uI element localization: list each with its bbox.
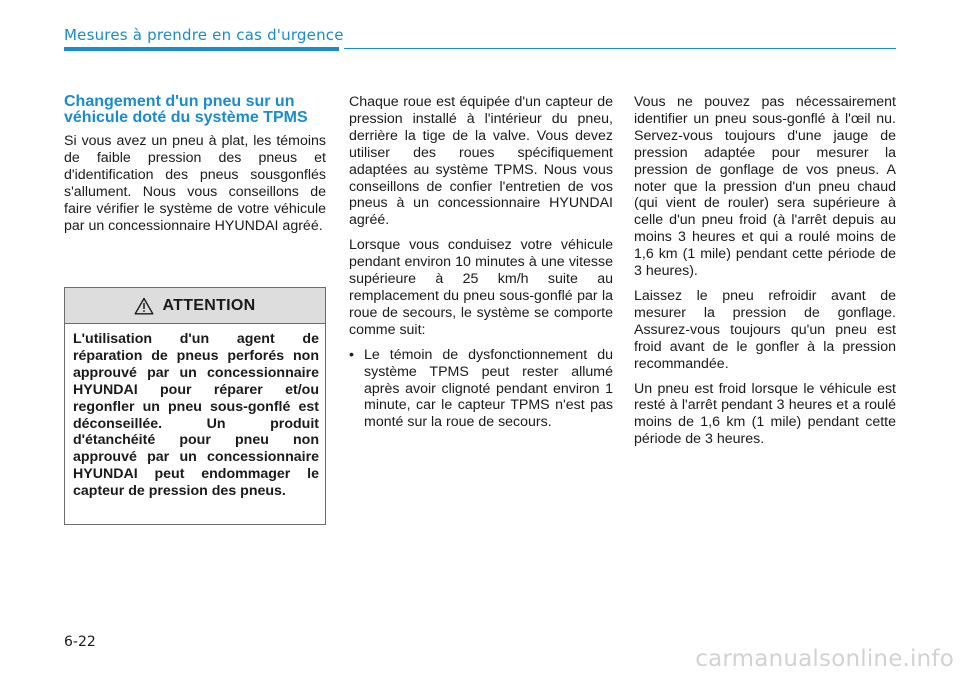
column-2 — [349, 94, 613, 431]
bullet-mark: • — [349, 346, 354, 363]
attention-header — [65, 288, 325, 324]
header-title: Mesures à prendre en cas d'urgence — [64, 26, 344, 44]
header-rule-thick — [64, 47, 339, 51]
column-3-paragraph-2: Laissez le pneu refroidir avant de mesurer la pression de gonflage. Assurez-vous toujours qu'un pneu est froid avant de le gonfler à la pression recommandée. — [634, 287, 896, 372]
column-2-paragraph-2: Lorsque vous conduisez votre véhicule pendant environ 10 minutes à une vitesse supérieure à 25 km/h suite au remplacement du pneu sous-gonflé par la roue de secours, le système se comporte comme suit: — [349, 237, 613, 338]
column-3-paragraph-3: Un pneu est froid lorsque le véhicule est resté à l'arrêt pendant 3 heures et a roulé moins de 1,6 km (1 mile) pendant cette période de 3 heures. — [634, 380, 896, 448]
attention-title: ATTENTION — [162, 296, 256, 314]
column-3 — [634, 94, 896, 456]
bullet-text: Le témoin de dysfonctionnement du système TPMS peut rester allumé après avoir clignoté pendant environ 1 minute, car le capteur TPMS n'est pas monté sur la roue de secours. — [364, 346, 613, 431]
section-paragraph: Si vous avez un pneu à plat, les témoins de faible pression des pneus et d'identification des pneus sousgonflés s'allument. Nous vous conseillons de faire vérifier le système de votre véhicule par un concessionnaire HYUNDAI agréé. — [64, 133, 326, 234]
column-2-paragraph-1: Chaque roue est équipée d'un capteur de pression installé à l'intérieur du pneu, derrière la tige de la valve. Vous devez utiliser des roues spécifiquement adaptées au système TPMS. Nous vous conseillons de confier l'entretien de vos pneus à un concessionnaire HYUNDAI agréé. — [349, 94, 613, 229]
attention-box — [64, 287, 326, 525]
list-item — [349, 347, 613, 432]
column-3-paragraph-1: Vous ne pouvez pas nécessairement identifier un pneu sous-gonflé à l'œil nu. Servez-vous toujours d'une jauge de pression adaptée pour mesurer la pression de gonflage de vos pneus. A noter que la pression d'un pneu chaud (qui vient de rouler) sera supérieure à celle d'un pneu froid (à l'arrêt depuis au moins 3 heures et qui a roulé moins de 1,6 km (1 mile) pendant cette période de 3 heures). — [634, 94, 896, 280]
warning-triangle-icon — [134, 297, 154, 315]
page-header — [64, 26, 896, 56]
column-1 — [64, 94, 326, 242]
attention-text: L'utilisation d'un agent de réparation de pneus perforés non approuvé par un concessionnaire HYUNDAI pour réparer et/ou regonfler un pneu sous-gonflé est déconseillée. Un produit d'étanchéité pour pneu non approuvé par un concessionnaire HYUNDAI peut endommager le capteur de pression des pneus. — [73, 331, 319, 500]
section-title: Changement d'un pneu sur un véhicule doté du système TPMS — [64, 93, 308, 126]
watermark: carmanualsonline.info — [695, 646, 954, 672]
header-rule-thin — [344, 48, 896, 49]
page-number: 6-22 — [64, 634, 96, 650]
